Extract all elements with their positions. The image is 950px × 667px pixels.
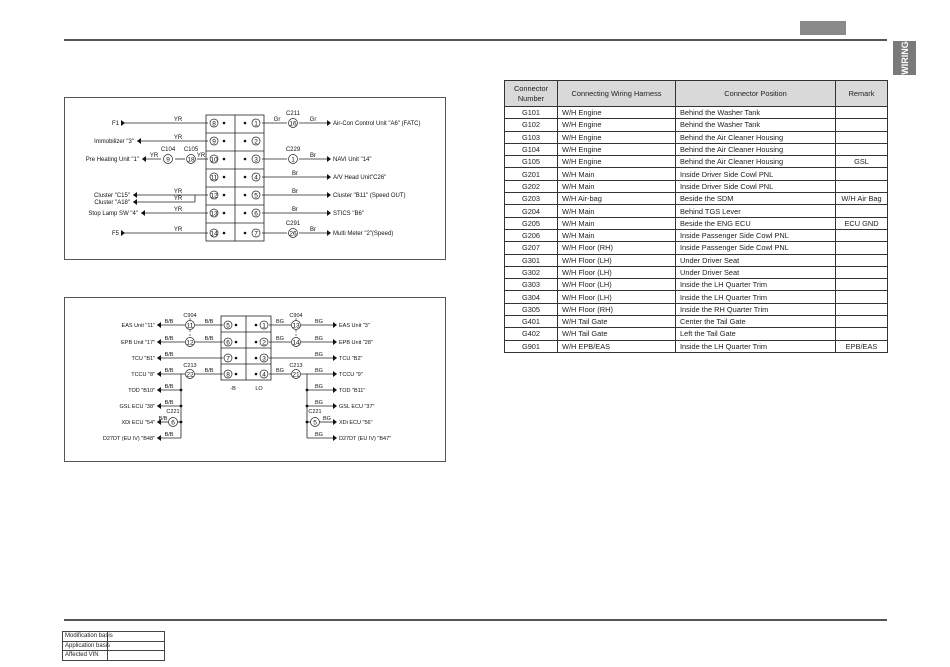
d1-left-pin: 13 [210,210,218,218]
cell-remark [836,107,888,119]
column-header: Remark [836,81,888,107]
d1-right-wire: Gr [309,117,317,123]
d1-connector-id: C291 [285,221,301,227]
footer-rule [64,619,887,621]
d1-right-label: A/V Head Unit"C26" [333,175,387,181]
table-row [505,303,888,315]
cell-harness: W/H Main [558,217,676,229]
d2-left-wire-inner: B/B [204,319,214,325]
cell-remark [836,291,888,303]
info-row [63,632,165,642]
d2-right-pin: 2 [262,339,266,347]
d1-connector-id: C211 [286,111,300,117]
cell-remark [836,279,888,291]
d1-right-pin: 3 [254,156,258,164]
d2-left-label: TOD "B10" [128,388,155,394]
cell-position: Inside Passenger Side Cowl PNL [676,242,836,254]
table-row [505,143,888,155]
cell-position: Inside the LH Quarter Trim [676,279,836,291]
cell-harness: W/H Floor (LH) [558,279,676,291]
cell-position: Inside the LH Quarter Trim [676,291,836,303]
d1-left-pin: 11 [210,174,218,182]
cell-harness: W/H Floor (RH) [558,303,676,315]
table-header-row [505,81,888,107]
cell-connector-number: G103 [505,131,558,143]
table-row [505,217,888,229]
d1-right-pin: 5 [254,192,258,200]
d1-inline-pin: 18 [187,156,195,164]
table-row [505,279,888,291]
cell-harness: W/H Tail Gate [558,316,676,328]
table-row [505,119,888,131]
cell-connector-number: G304 [505,291,558,303]
cell-harness: W/H Floor (RH) [558,242,676,254]
table-row [505,205,888,217]
d1-inline-pin: 26 [289,230,297,238]
d1-left-label: F5 [111,231,119,237]
d2-right-wire-inner: BG [276,336,284,342]
d2-bottom-label: -B [230,386,236,392]
d2-left-label: EAS Unit "11" [121,323,155,329]
d2-left-wire: B/B [164,400,174,406]
cell-remark [836,168,888,180]
d2-inline-pin: 6 [171,419,175,427]
d1-left-label: Immobilizer "3" [94,139,134,145]
cell-remark [836,143,888,155]
cell-position: Inside the RH Quarter Trim [676,303,836,315]
d2-left-pin: 5 [226,322,230,330]
d1-left-wire: YR [196,153,206,159]
d1-right-wire: Br [292,207,298,213]
d1-left-label: Cluster "A18" [94,200,130,206]
info-value [108,632,165,642]
d2-right-wire: BG [315,368,323,374]
d2-inline-pin: 5 [313,419,317,427]
cell-connector-number: G207 [505,242,558,254]
d1-left-wire: YR [173,196,183,202]
d2-connector-id: C904 [289,313,303,319]
cell-position: Inside the LH Quarter Trim [676,340,836,352]
cell-harness: W/H Engine [558,143,676,155]
cell-connector-number: G302 [505,266,558,278]
d1-connector-id: C104 [160,147,176,153]
info-label: Application basis [63,641,108,651]
cell-remark [836,316,888,328]
d1-right-label: Air-Con Control Unit "A6" (FATC) [333,121,421,127]
d2-left-wire: B/B [164,432,174,438]
cell-remark [836,303,888,315]
cell-remark [836,131,888,143]
d1-inline-pin: 9 [166,156,170,164]
info-value [108,641,165,651]
cell-remark [836,119,888,131]
header-tab [800,21,846,35]
d2-left-wire: B/B [164,352,174,358]
d1-left-label: Stop Lamp SW "4" [88,211,138,217]
cell-connector-number: G203 [505,193,558,205]
d1-left-label: F1 [111,121,119,127]
cell-harness: W/H Floor (LH) [558,291,676,303]
d2-left-label: TCU "B1" [131,356,155,362]
d1-right-pin: 6 [254,210,258,218]
cell-position: Under Driver Seat [676,254,836,266]
cell-position: Behind the Air Cleaner Housing [676,143,836,155]
d2-right-wire: BG [315,384,323,390]
d1-left-wire: YR [173,207,183,213]
info-row [63,641,165,651]
cell-remark [836,266,888,278]
d2-left-wire: B/B [158,416,168,422]
d2-left-wire-inner: B/B [204,368,214,374]
d1-right-wire: Br [310,153,316,159]
table-row [505,156,888,168]
cell-remark [836,242,888,254]
d2-right-label: EPB Unit "28" [339,340,373,346]
d1-left-pin: 9 [212,138,216,146]
d2-right-label: TCCU "9" [339,372,363,378]
cell-harness: W/H Main [558,205,676,217]
cell-connector-number: G401 [505,316,558,328]
d1-left-pin: 8 [212,120,216,128]
cell-connector-number: G901 [505,340,558,352]
cell-position: Under Driver Seat [676,266,836,278]
d1-preheat-wire: YR [149,153,159,159]
d2-right-wire: BG [315,352,323,358]
cell-position: Beside the SDM [676,193,836,205]
cell-connector-number: G104 [505,143,558,155]
d1-right-label: STICS "B6" [333,211,364,217]
header-rule [64,39,887,41]
cell-remark [836,205,888,217]
table-row [505,316,888,328]
d2-left-label: EPB Unit "17" [121,340,155,346]
d1-right-wire: Br [292,189,298,195]
cell-remark: GSL [836,156,888,168]
d2-left-pin: 6 [226,339,230,347]
d2-inline-pin: 13 [292,322,300,330]
d1-left-wire: YR [173,189,183,195]
wiring-diagram-1 [64,97,446,260]
d2-connector-id: C213 [183,363,197,369]
d2-left-wire: B/B [164,384,174,390]
d1-left-wire: YR [173,227,183,233]
table-row [505,193,888,205]
cell-connector-number: G402 [505,328,558,340]
d2-left-wire-inner: B/B [204,336,214,342]
cell-connector-number: G101 [505,107,558,119]
d1-inline-pin: 16 [289,120,297,128]
d1-right-pin: 1 [254,120,258,128]
cell-position: Inside Driver Side Cowl PNL [676,168,836,180]
d2-right-label: TOD "B11" [339,388,366,394]
d2-left-pin: 8 [226,371,230,379]
cell-position: Beside the ENG ECU [676,217,836,229]
d1-left-pin: 10 [210,156,218,164]
d2-left-wire: B/B [164,336,174,342]
d2-connector-id: C213 [289,363,303,369]
column-header: Connecting Wiring Harness [558,81,676,107]
d2-right-pin: 1 [262,322,266,330]
d2-connector-id: C221 [166,409,180,415]
cell-position: Behind the Washer Tank [676,107,836,119]
d2-inline-pin: 12 [186,339,194,347]
d1-inline-wire: Gr [273,117,281,123]
table-row [505,328,888,340]
cell-remark: EPB/EAS [836,340,888,352]
d2-left-wire: B/B [164,368,174,374]
d1-right-pin: 2 [254,138,258,146]
d2-left-label: TCCU "8" [131,372,155,378]
d2-right-wire: BG [315,400,323,406]
cell-position: Inside Driver Side Cowl PNL [676,180,836,192]
info-row [63,651,165,661]
cell-remark [836,180,888,192]
cell-harness: W/H Main [558,168,676,180]
d2-bottom-label: LO [255,386,263,392]
d2-right-wire-inner: BG [276,368,284,374]
d1-right-label: NAVI Unit "14" [333,157,372,163]
table-body [505,107,888,353]
d2-right-wire: BG [315,432,323,438]
d1-right-wire: Br [292,171,298,177]
cell-harness: W/H EPB/EAS [558,340,676,352]
cell-connector-number: G305 [505,303,558,315]
d1-connector-id: C229 [285,147,301,153]
d2-right-pin: 4 [262,371,266,379]
cell-position: Center the Tail Gate [676,316,836,328]
cell-harness: W/H Engine [558,131,676,143]
cell-position: Behind the Air Cleaner Housing [676,131,836,143]
column-header: Connector Position [676,81,836,107]
d1-left-label: Pre Heating Unit "1" [85,157,139,163]
d2-right-wire: BG [323,416,331,422]
d1-right-pin: 7 [254,230,258,238]
revision-info-table [62,631,165,661]
d2-inline-pin: 21 [292,371,300,379]
d1-right-label: Cluster "B11" (Speed OUT) [333,193,406,199]
d1-inline-pin: 1 [291,156,295,164]
d2-right-wire-inner: BG [276,319,284,325]
cell-harness: W/H Engine [558,107,676,119]
d2-right-wire: BG [315,336,323,342]
cell-connector-number: G303 [505,279,558,291]
d1-right-wire: Br [310,227,316,233]
d2-right-label: EAS Unit "3" [339,323,370,329]
cell-position: Behind TGS Lever [676,205,836,217]
d2-connector-id: C904 [183,313,197,319]
d2-right-label: XDi ECU "56" [339,420,373,426]
cell-harness: W/H Floor (LH) [558,266,676,278]
cell-position: Left the Tail Gate [676,328,836,340]
cell-connector-number: G102 [505,119,558,131]
d2-left-pin: 7 [226,355,230,363]
d1-right-pin: 4 [254,174,258,182]
d2-inline-pin: 14 [292,339,300,347]
cell-remark [836,254,888,266]
cell-harness: W/H Engine [558,119,676,131]
cell-remark: W/H Air Bag [836,193,888,205]
cell-connector-number: G201 [505,168,558,180]
cell-remark: ECU GND [836,217,888,229]
cell-harness: W/H Tail Gate [558,328,676,340]
d2-inline-pin: 22 [186,371,194,379]
cell-harness: W/H Main [558,229,676,241]
cell-connector-number: G105 [505,156,558,168]
cell-connector-number: G205 [505,217,558,229]
d2-inline-pin: 11 [186,322,194,330]
d2-right-label: TCU "B2" [339,356,363,362]
d2-left-wire: B/B [164,319,174,325]
table-row [505,254,888,266]
cell-remark [836,328,888,340]
cell-harness: W/H Main [558,180,676,192]
d2-right-pin: 3 [262,355,266,363]
d1-left-pin: 14 [210,230,218,238]
section-tab-wiring[interactable]: WIRING [893,41,916,75]
cell-remark [836,229,888,241]
cell-position: Behind the Air Cleaner Housing [676,156,836,168]
cell-harness: W/H Engine [558,156,676,168]
table-row [505,291,888,303]
cell-position: Inside Passenger Side Cowl PNL [676,229,836,241]
table-row [505,266,888,278]
table-row [505,242,888,254]
d2-connector-id: C221 [308,409,322,415]
wiring-diagram-2 [64,297,446,462]
d2-left-label: GSL ECU "38" [119,404,155,410]
ground-connector-table [504,80,888,353]
d1-left-pin: 12 [210,192,218,200]
info-label: Affected VIN [63,651,108,661]
cell-connector-number: G202 [505,180,558,192]
table-row [505,168,888,180]
info-label: Modification basis [63,632,108,642]
d1-connector-id: C105 [183,147,199,153]
d1-right-label: Multi Meter "2"(Speed) [333,231,394,237]
d2-right-label: D27DT (EU IV) "B47" [339,436,392,442]
cell-position: Behind the Washer Tank [676,119,836,131]
d2-left-label: XDi ECU "54" [121,420,155,426]
info-value [108,651,165,661]
cell-connector-number: G206 [505,229,558,241]
d2-left-label: D27DT (EU IV) "B48" [102,436,155,442]
table-row [505,107,888,119]
d2-right-label: GSL ECU "37" [339,404,375,410]
d1-left-label: Cluster "C15" [94,193,130,199]
d2-right-wire: BG [315,319,323,325]
column-header: Connector Number [505,81,558,107]
table-row [505,229,888,241]
cell-harness: W/H Floor (LH) [558,254,676,266]
d1-left-wire: YR [173,117,183,123]
table-row [505,131,888,143]
cell-connector-number: G301 [505,254,558,266]
table-row [505,340,888,352]
table-row [505,180,888,192]
d1-left-wire: YR [173,135,183,141]
cell-harness: W/H Air-bag [558,193,676,205]
cell-connector-number: G204 [505,205,558,217]
